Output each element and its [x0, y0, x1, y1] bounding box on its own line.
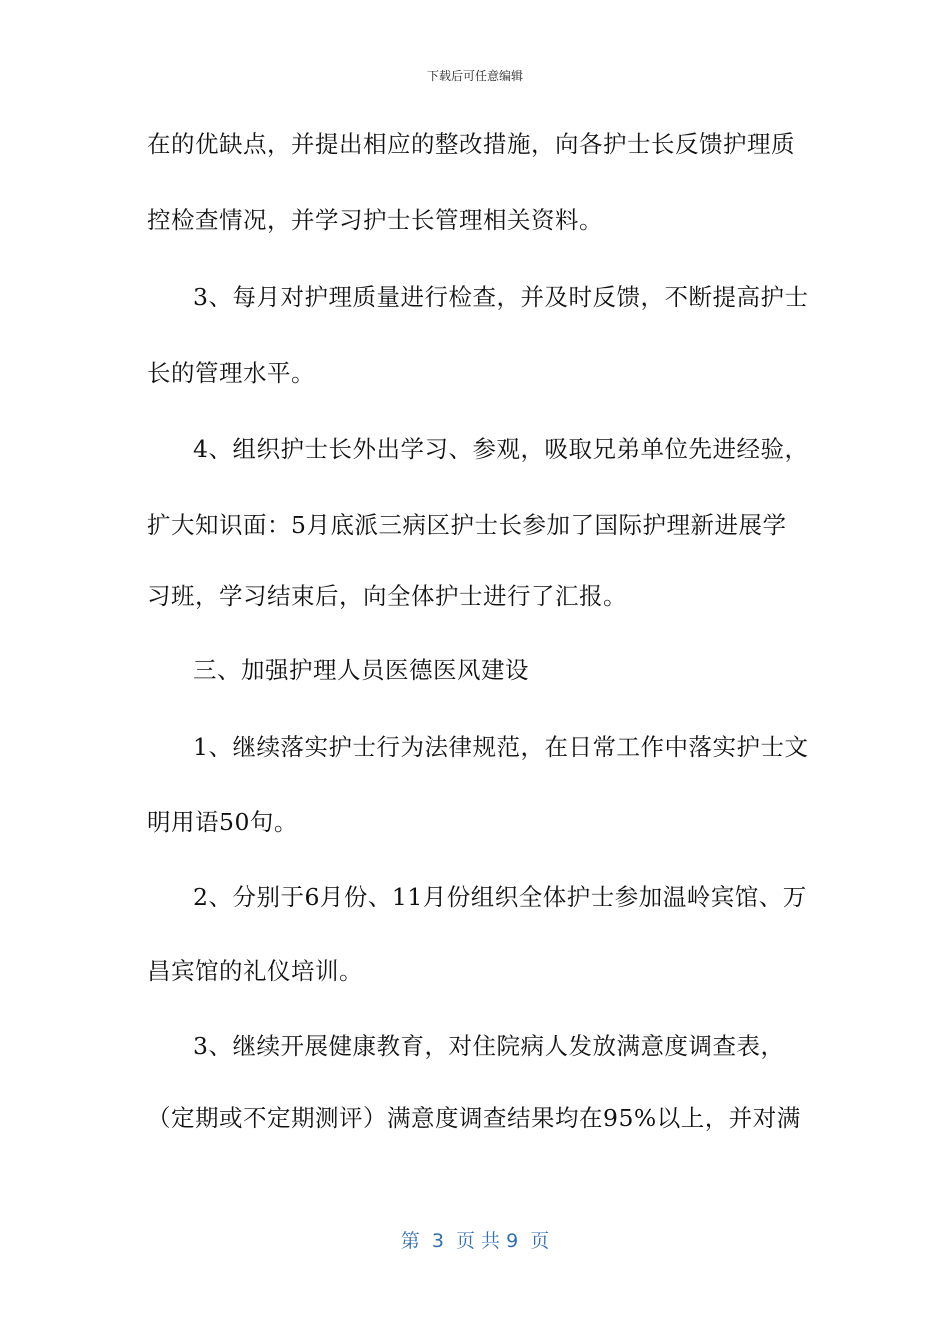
text-line: （定期或不定期测评）满意度调查结果均在95%以上，并对满 — [147, 1104, 801, 1132]
text-line: 4、组织护士长外出学习、参观，吸取兄弟单位先进经验， — [193, 435, 809, 463]
text-line: 在的优缺点，并提出相应的整改措施，向各护士长反馈护理质 — [147, 130, 795, 158]
text-line: 2、分别于6月份、11月份组织全体护士参加温岭宾馆、万 — [193, 883, 807, 911]
page-number: 第 3 页 共 9 页 — [400, 1230, 550, 1252]
text-line: 扩大知识面：5月底派三病区护士长参加了国际护理新进展学 — [147, 511, 787, 539]
text-line: 3、每月对护理质量进行检查，并及时反馈，不断提高护士 — [193, 283, 809, 311]
section-heading: 三、加强护理人员医德医风建设 — [193, 656, 529, 684]
text-line: 控检查情况，并学习护士长管理相关资料。 — [147, 206, 603, 234]
text-line: 习班，学习结束后，向全体护士进行了汇报。 — [147, 582, 627, 610]
text-line: 1、继续落实护士行为法律规范，在日常工作中落实护士文 — [193, 733, 809, 761]
text-line: 明用语50句。 — [147, 808, 298, 836]
header-note: 下载后可任意编辑 — [426, 69, 523, 83]
text-line: 长的管理水平。 — [147, 359, 315, 387]
text-line: 昌宾馆的礼仪培训。 — [147, 957, 363, 985]
text-line: 3、继续开展健康教育，对住院病人发放满意度调查表， — [193, 1032, 785, 1060]
